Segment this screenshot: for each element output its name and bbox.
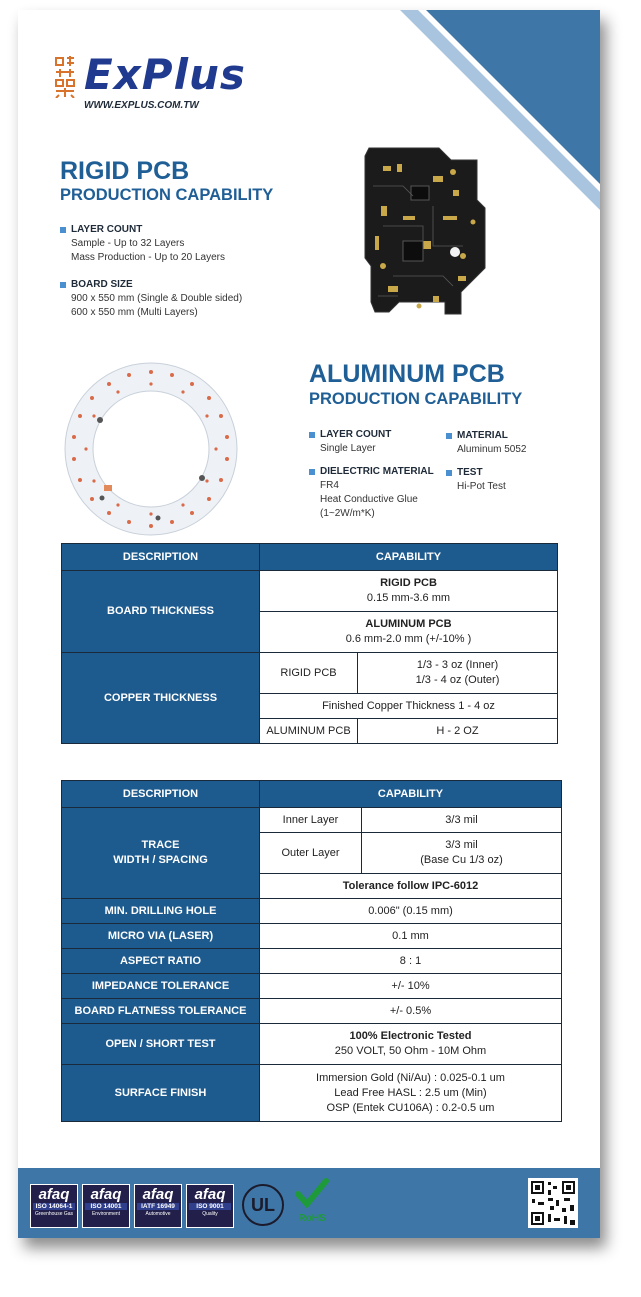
table-row	[62, 1065, 562, 1122]
table-row	[62, 808, 562, 833]
aluminum-material	[446, 429, 526, 457]
aluminum-pcb-ring-image	[62, 360, 240, 538]
table-row	[62, 899, 562, 924]
logo-mark-icon	[54, 54, 76, 98]
cert-brand: afaq	[194, 1186, 226, 1203]
brand-url: WWW.EXPLUS.COM.TW	[84, 100, 199, 111]
bt-rigid-cell	[260, 571, 558, 612]
row-label: IMPEDANCE TOLERANCE	[62, 974, 260, 999]
row-label: MIN. DRILLING HOLE	[62, 899, 260, 924]
capability-table	[61, 780, 562, 1122]
bt-alu-cell	[260, 612, 558, 653]
col-description: DESCRIPTION	[62, 544, 260, 571]
aluminum-material-label: MATERIAL	[446, 430, 508, 441]
rigid-layer-count-line: Sample - Up to 32 Layers	[71, 238, 185, 249]
row-value: +/- 0.5%	[260, 999, 562, 1024]
outer-layer-value1: 3/3 mil	[445, 839, 478, 851]
row-value: 0.1 mm	[260, 924, 562, 949]
cert-badge-iso9001	[186, 1184, 234, 1228]
trace-line2: WIDTH / SPACING	[113, 854, 208, 866]
thickness-table	[61, 543, 558, 744]
cert-badge-iatf16949	[134, 1184, 182, 1228]
aluminum-dielectric	[309, 465, 434, 521]
cert-sub: Automotive	[145, 1211, 171, 1217]
table-row	[62, 949, 562, 974]
cert-code: ISO 14064-1	[33, 1203, 75, 1210]
aluminum-test	[446, 466, 506, 494]
open-short-value: 250 VOLT, 50 Ohm - 10M Ohm	[334, 1045, 487, 1057]
aluminum-dielectric-line: FR4	[320, 480, 339, 491]
table-header-row	[62, 544, 558, 571]
board-thickness-label: BOARD THICKNESS	[62, 571, 260, 653]
rohs-mark	[290, 1178, 334, 1228]
table-row	[62, 653, 558, 694]
table-row	[62, 974, 562, 999]
cert-brand: afaq	[90, 1186, 122, 1203]
row-label: MICRO VIA (LASER)	[62, 924, 260, 949]
col-capability: CAPABILITY	[260, 544, 558, 571]
bt-alu-label: ALUMINUM PCB	[365, 618, 452, 630]
poster	[18, 10, 600, 1238]
aluminum-dielectric-label: DIELECTRIC MATERIAL	[309, 466, 434, 477]
rigid-title: RIGID PCB	[60, 157, 190, 185]
cert-sub: Quality	[202, 1211, 218, 1217]
ct-alu-label: ALUMINUM PCB	[260, 719, 358, 744]
aluminum-dielectric-line: Heat Conductive Glue	[320, 494, 418, 505]
table-row	[62, 571, 558, 612]
rigid-board-size-line: 900 x 550 mm (Single & Double sided)	[71, 293, 243, 304]
ct-alu-value: H - 2 OZ	[358, 719, 558, 744]
rigid-layer-count-label: LAYER COUNT	[60, 224, 142, 235]
table-row	[62, 924, 562, 949]
ct-rigid-outer: 1/3 - 4 oz (Outer)	[415, 674, 500, 686]
row-label: BOARD FLATNESS TOLERANCE	[62, 999, 260, 1024]
aluminum-test-value: Hi-Pot Test	[457, 481, 506, 492]
row-value: 0.006" (0.15 mm)	[260, 899, 562, 924]
surface-line: OSP (Entek CU106A) : 0.2-0.5 um	[326, 1101, 495, 1114]
cert-sub: Greenhouse Gas	[34, 1211, 74, 1217]
ct-rigid-cell	[358, 653, 558, 694]
trace-label	[62, 808, 260, 899]
inner-layer-label: Inner Layer	[260, 808, 362, 833]
rohs-label: RoHS	[298, 1213, 326, 1224]
cert-badge-iso14064	[30, 1184, 78, 1228]
open-short-cell	[260, 1024, 562, 1065]
surface-finish-cell	[260, 1065, 562, 1122]
outer-layer-label: Outer Layer	[260, 833, 362, 874]
outer-layer-cell	[362, 833, 562, 874]
table-header-row	[62, 781, 562, 808]
row-label: ASPECT RATIO	[62, 949, 260, 974]
aluminum-material-value: Aluminum 5052	[457, 444, 527, 455]
ct-rigid-label: RIGID PCB	[260, 653, 358, 694]
rigid-pcb-image	[363, 146, 489, 334]
rigid-board-size	[60, 278, 242, 320]
cert-brand: afaq	[38, 1186, 70, 1203]
ct-finished: Finished Copper Thickness 1 - 4 oz	[260, 694, 558, 719]
rigid-board-size-label: BOARD SIZE	[60, 279, 133, 290]
row-value: +/- 10%	[260, 974, 562, 999]
footer-bar	[18, 1168, 600, 1238]
rigid-layer-count-line: Mass Production - Up to 20 Layers	[71, 252, 225, 263]
cert-badge-iso14001	[82, 1184, 130, 1228]
cert-code: ISO 14001	[85, 1203, 127, 1210]
bt-rigid-value: 0.15 mm-3.6 mm	[366, 592, 451, 604]
aluminum-title: ALUMINUM PCB	[309, 360, 505, 388]
rigid-subtitle: PRODUCTION CAPABILITY	[60, 186, 274, 204]
rohs-check-icon	[295, 1178, 329, 1208]
aluminum-layer-count-value: Single Layer	[320, 443, 376, 454]
ul-mark-icon: UL	[242, 1184, 284, 1226]
qr-code-icon	[528, 1178, 578, 1228]
open-short-label: OPEN / SHORT TEST	[62, 1024, 260, 1065]
aluminum-test-label: TEST	[446, 467, 483, 478]
bt-rigid-label: RIGID PCB	[380, 577, 437, 589]
aluminum-subtitle: PRODUCTION CAPABILITY	[309, 390, 523, 408]
surface-line: Immersion Gold (Ni/Au) : 0.025-0.1 um	[316, 1071, 505, 1084]
cert-code: ISO 9001	[189, 1203, 231, 1210]
table-row	[62, 1024, 562, 1065]
brand-name: ExPlus	[84, 50, 246, 99]
rigid-board-size-line: 600 x 550 mm (Multi Layers)	[71, 307, 198, 318]
aluminum-dielectric-line: (1~2W/m*K)	[320, 508, 375, 519]
row-value: 8 : 1	[260, 949, 562, 974]
tolerance-note: Tolerance follow IPC-6012	[260, 874, 562, 899]
aluminum-layer-count	[309, 428, 391, 456]
open-short-bold: 100% Electronic Tested	[349, 1030, 472, 1042]
col-capability: CAPABILITY	[260, 781, 562, 808]
surface-line: Lead Free HASL : 2.5 um (Min)	[334, 1086, 487, 1099]
cert-sub: Environment	[91, 1211, 121, 1217]
outer-layer-value2: (Base Cu 1/3 oz)	[420, 854, 503, 866]
copper-thickness-label: COPPER THICKNESS	[62, 653, 260, 744]
inner-layer-value: 3/3 mil	[362, 808, 562, 833]
cert-brand: afaq	[142, 1186, 174, 1203]
rigid-layer-count	[60, 223, 225, 265]
bt-alu-value: 0.6 mm-2.0 mm (+/-10% )	[345, 633, 472, 645]
col-description: DESCRIPTION	[62, 781, 260, 808]
aluminum-layer-count-label: LAYER COUNT	[309, 429, 391, 440]
table-row	[62, 999, 562, 1024]
trace-line1: TRACE	[141, 839, 180, 851]
cert-code: IATF 16949	[137, 1203, 179, 1210]
surface-finish-label: SURFACE FINISH	[62, 1065, 260, 1122]
ct-rigid-inner: 1/3 - 3 oz (Inner)	[416, 659, 499, 671]
